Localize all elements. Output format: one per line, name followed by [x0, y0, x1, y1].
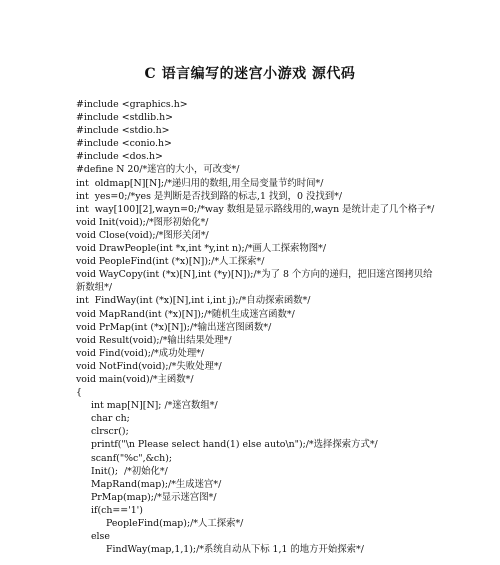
- code-line: int map[N][N]; /*迷宫数组*/: [91, 400, 218, 412]
- code-line: void PeopleFind(int (*x)[N]);/*人工探索*/: [76, 256, 265, 268]
- code-line: else: [91, 531, 110, 543]
- code-line: Init(); /*初始化*/: [91, 465, 168, 477]
- code-line: clrscr();: [91, 426, 129, 438]
- code-line: int way[100][2],wayn=0;/*way 数组是显示路线用的,wayn 是统计走了几个格子*/: [76, 203, 435, 215]
- code-line: int oldmap[N][N];/*递归用的数组,用全局变量节约时间*/: [76, 177, 324, 189]
- code-line: void Result(void);/*输出结果处理*/: [76, 334, 232, 346]
- document-title: C 语言编写的迷宫小游戏 源代码: [144, 66, 356, 82]
- code-line: MapRand(map);/*生成迷宫*/: [91, 478, 222, 490]
- code-line: FindWay(map,1,1);/*系统自动从下标 1,1 的地方开始探索*/: [106, 544, 364, 556]
- code-line: #include <dos.h>: [76, 151, 163, 163]
- code-line: printf("\n Please select hand(1) else auto\n");/*选择探索方式*/: [91, 439, 378, 451]
- code-line: scanf("%c",&ch);: [91, 452, 173, 464]
- code-line: void Find(void);/*成功处理*/: [76, 347, 205, 359]
- code-line: void NotFind(void);/*失败处理*/: [76, 360, 222, 372]
- code-line: #include <graphics.h>: [76, 99, 188, 110]
- code-line: char ch;: [91, 413, 130, 425]
- code-line: void PrMap(int (*x)[N]);/*输出迷宫图函数*/: [76, 321, 272, 333]
- code-line: #define N 20/*迷宫的大小，可改变*/: [76, 164, 240, 176]
- code-line: {: [76, 387, 82, 399]
- code-line: #include <stdlib.h>: [76, 112, 174, 124]
- code-line: if(ch=='1'): [91, 504, 143, 516]
- code-line: void Init(void);/*图形初始化*/: [76, 216, 209, 228]
- code-line: int FindWay(int (*x)[N],int i,int j);/*自动探索函数*/: [76, 295, 311, 307]
- source-code-block: [76, 98, 436, 556]
- code-line: void WayCopy(int (*x)[N],int (*y)[N]);/*为了 8 个方向的递归，把旧迷宫图拷贝给新数组*/: [76, 269, 433, 294]
- code-line: #include <stdio.h>: [76, 125, 170, 137]
- code-line: PrMap(map);/*显示迷宫图*/: [91, 491, 217, 503]
- code-line: void Close(void);/*图形关闭*/: [76, 229, 209, 241]
- code-line: void MapRand(int (*x)[N]);/*随机生成迷宫函数*/: [76, 308, 295, 320]
- code-line: void main(void)/*主函数*/: [76, 373, 194, 385]
- code-line: void DrawPeople(int *x,int *y,int n);/*画人工探索物图*/: [76, 243, 327, 255]
- code-line: #include <conio.h>: [76, 138, 172, 150]
- code-line: int yes=0;/*yes 是判断是否找到路的标志,1 找到，0 没找到*/: [76, 190, 342, 202]
- code-line: PeopleFind(map);/*人工探索*/: [106, 518, 244, 529]
